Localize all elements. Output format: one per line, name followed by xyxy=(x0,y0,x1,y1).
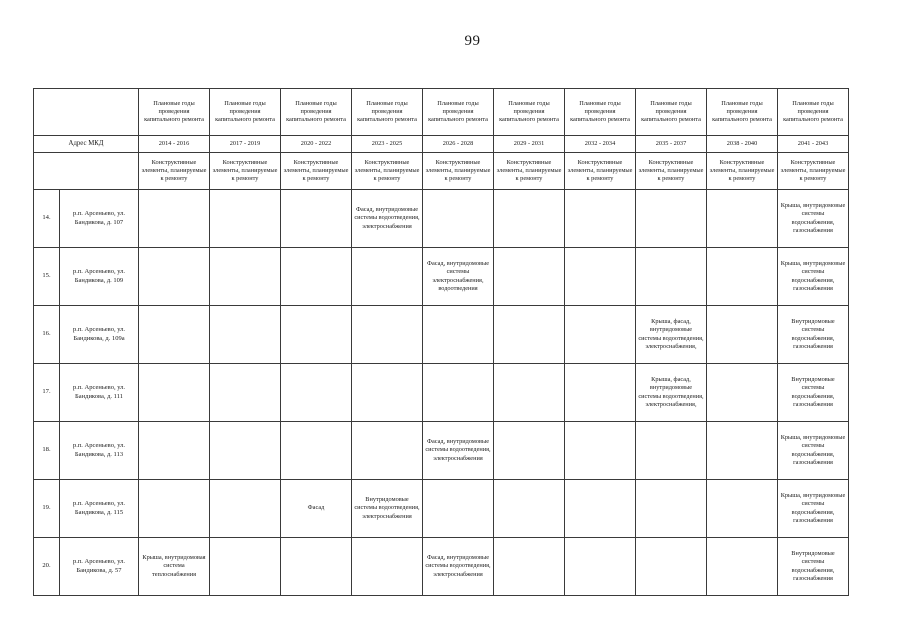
repair-elements-cell: Крыша, фасад, внутридомовые системы водоотведения, электроснабжения, xyxy=(636,364,707,422)
repair-elements-cell xyxy=(494,422,565,480)
repair-elements-cell xyxy=(210,364,281,422)
address-header-top xyxy=(34,89,139,136)
repair-elements-cell xyxy=(139,422,210,480)
repair-elements-cell xyxy=(636,190,707,248)
repair-elements-cell xyxy=(139,480,210,538)
repair-elements-cell xyxy=(139,248,210,306)
repair-elements-cell xyxy=(494,364,565,422)
repair-elements-cell xyxy=(352,422,423,480)
elements-header: Конструктивные элементы, планируемые к ремонту xyxy=(210,153,281,190)
table-row xyxy=(34,364,849,422)
repair-elements-cell: Крыша, фасад, внутридомовые системы водоотведения, электроснабжения, xyxy=(636,306,707,364)
period-header: Плановые годы проведения капитального ремонта xyxy=(139,89,210,136)
building-address: р.п. Арсеньево, ул. Бандикова, д. 109 xyxy=(60,248,139,306)
period-years: 2032 - 2034 xyxy=(565,136,636,153)
period-header: Плановые годы проведения капитального ремонта xyxy=(352,89,423,136)
repair-elements-cell xyxy=(565,480,636,538)
repair-elements-cell xyxy=(423,190,494,248)
row-number: 17. xyxy=(34,364,60,422)
repair-elements-cell xyxy=(494,480,565,538)
repair-elements-cell: Фасад, внутридомовые системы водоотведения, электроснабжения xyxy=(423,422,494,480)
period-years: 2014 - 2016 xyxy=(139,136,210,153)
table-row xyxy=(34,480,849,538)
row-number: 18. xyxy=(34,422,60,480)
repair-elements-cell xyxy=(139,306,210,364)
repair-elements-cell xyxy=(281,190,352,248)
repair-elements-cell xyxy=(565,364,636,422)
address-header-bottom xyxy=(34,153,139,190)
table-row xyxy=(34,538,849,596)
period-years: 2035 - 2037 xyxy=(636,136,707,153)
repair-elements-cell xyxy=(565,190,636,248)
repair-elements-cell xyxy=(494,190,565,248)
building-address: р.п. Арсеньево, ул. Бандикова, д. 115 xyxy=(60,480,139,538)
building-address: р.п. Арсеньево, ул. Бандикова, д. 57 xyxy=(60,538,139,596)
elements-header: Конструктивные элементы, планируемые к ремонту xyxy=(423,153,494,190)
capital-repair-schedule-table xyxy=(33,88,849,596)
elements-header: Конструктивные элементы, планируемые к ремонту xyxy=(707,153,778,190)
period-years: 2020 - 2022 xyxy=(281,136,352,153)
repair-elements-cell: Внутридомовые системы водоснабжения, газоснабжения xyxy=(778,364,849,422)
repair-elements-cell xyxy=(139,190,210,248)
elements-header-row xyxy=(34,153,849,190)
repair-elements-cell xyxy=(636,248,707,306)
building-address: р.п. Арсеньево, ул. Бандикова, д. 113 xyxy=(60,422,139,480)
repair-elements-cell xyxy=(352,538,423,596)
repair-elements-cell xyxy=(210,480,281,538)
repair-elements-cell xyxy=(210,306,281,364)
elements-header: Конструктивные элементы, планируемые к ремонту xyxy=(281,153,352,190)
repair-elements-cell xyxy=(352,248,423,306)
repair-elements-cell xyxy=(636,422,707,480)
repair-elements-cell xyxy=(636,538,707,596)
repair-elements-cell xyxy=(494,248,565,306)
row-number: 16. xyxy=(34,306,60,364)
repair-elements-cell xyxy=(707,422,778,480)
elements-header: Конструктивные элементы, планируемые к ремонту xyxy=(565,153,636,190)
period-header: Плановые годы проведения капитального ремонта xyxy=(636,89,707,136)
address-header: Адрес МКД xyxy=(34,136,139,153)
period-header: Плановые годы проведения капитального ремонта xyxy=(778,89,849,136)
period-header-row xyxy=(34,89,849,136)
row-number: 15. xyxy=(34,248,60,306)
row-number: 14. xyxy=(34,190,60,248)
repair-elements-cell xyxy=(565,422,636,480)
elements-header: Конструктивные элементы, планируемые к ремонту xyxy=(139,153,210,190)
repair-elements-cell: Фасад xyxy=(281,480,352,538)
page-number: 99 xyxy=(464,33,481,49)
table-row xyxy=(34,248,849,306)
elements-header: Конструктивные элементы, планируемые к ремонту xyxy=(352,153,423,190)
table-row xyxy=(34,190,849,248)
repair-elements-cell xyxy=(707,248,778,306)
period-header: Плановые годы проведения капитального ремонта xyxy=(494,89,565,136)
period-header: Плановые годы проведения капитального ремонта xyxy=(423,89,494,136)
repair-elements-cell xyxy=(423,306,494,364)
period-years: 2029 - 2031 xyxy=(494,136,565,153)
period-years: 2038 - 2040 xyxy=(707,136,778,153)
repair-elements-cell xyxy=(565,306,636,364)
repair-elements-cell xyxy=(210,248,281,306)
repair-elements-cell xyxy=(281,364,352,422)
repair-elements-cell xyxy=(210,422,281,480)
building-address: р.п. Арсеньево, ул. Бандикова, д. 109а xyxy=(60,306,139,364)
repair-elements-cell xyxy=(636,480,707,538)
repair-elements-cell: Фасад, внутридомовые системы водоотведения, электроснабжения xyxy=(423,538,494,596)
repair-elements-cell xyxy=(281,248,352,306)
repair-elements-cell xyxy=(707,306,778,364)
repair-elements-cell: Внутридомовые системы водоснабжения, газоснабжения xyxy=(778,538,849,596)
elements-header: Конструктивные элементы, планируемые к ремонту xyxy=(636,153,707,190)
period-years: 2023 - 2025 xyxy=(352,136,423,153)
repair-elements-cell xyxy=(565,248,636,306)
repair-elements-cell: Фасад, внутридомовые системы водоотведения, электроснабжения xyxy=(352,190,423,248)
repair-elements-cell xyxy=(210,538,281,596)
repair-elements-cell: Внутридомовые системы водоснабжения, газоснабжения xyxy=(778,306,849,364)
repair-elements-cell: Крыша, внутридомовая система теплоснабжения xyxy=(139,538,210,596)
repair-elements-cell xyxy=(281,422,352,480)
repair-elements-cell xyxy=(210,190,281,248)
period-years: 2041 - 2043 xyxy=(778,136,849,153)
repair-elements-cell xyxy=(707,480,778,538)
repair-elements-cell xyxy=(281,538,352,596)
period-header: Плановые годы проведения капитального ремонта xyxy=(707,89,778,136)
repair-elements-cell: Крыша, внутридомовые системы водоснабжения, газоснабжения xyxy=(778,480,849,538)
repair-elements-cell xyxy=(494,306,565,364)
repair-elements-cell xyxy=(565,538,636,596)
building-address: р.п. Арсеньево, ул. Бандикова, д. 107 xyxy=(60,190,139,248)
repair-elements-cell: Крыша, внутридомовые системы водоснабжения, газоснабжения xyxy=(778,422,849,480)
period-header: Плановые годы проведения капитального ремонта xyxy=(281,89,352,136)
period-years: 2017 - 2019 xyxy=(210,136,281,153)
row-number: 19. xyxy=(34,480,60,538)
period-header: Плановые годы проведения капитального ремонта xyxy=(210,89,281,136)
period-header: Плановые годы проведения капитального ремонта xyxy=(565,89,636,136)
repair-elements-cell xyxy=(494,538,565,596)
repair-elements-cell: Крыша, внутридомовые системы водоснабжения, газоснабжения xyxy=(778,248,849,306)
repair-elements-cell xyxy=(352,306,423,364)
table-row xyxy=(34,306,849,364)
repair-elements-cell: Фасад, внутридомовые системы электроснабжения, водоотведения xyxy=(423,248,494,306)
repair-elements-cell xyxy=(281,306,352,364)
repair-elements-cell xyxy=(423,480,494,538)
building-address: р.п. Арсеньево, ул. Бандикова, д. 111 xyxy=(60,364,139,422)
repair-elements-cell xyxy=(707,364,778,422)
repair-elements-cell xyxy=(423,364,494,422)
row-number: 20. xyxy=(34,538,60,596)
repair-elements-cell xyxy=(707,538,778,596)
years-row xyxy=(34,136,849,153)
elements-header: Конструктивные элементы, планируемые к ремонту xyxy=(494,153,565,190)
repair-elements-cell xyxy=(139,364,210,422)
period-years: 2026 - 2028 xyxy=(423,136,494,153)
elements-header: Конструктивные элементы, планируемые к ремонту xyxy=(778,153,849,190)
repair-elements-cell xyxy=(707,190,778,248)
repair-elements-cell xyxy=(352,364,423,422)
repair-elements-cell: Крыша, внутридомовые системы водоснабжения, газоснабжения xyxy=(778,190,849,248)
repair-elements-cell: Внутридомовые системы водоотведения, электроснабжения xyxy=(352,480,423,538)
table-row xyxy=(34,422,849,480)
